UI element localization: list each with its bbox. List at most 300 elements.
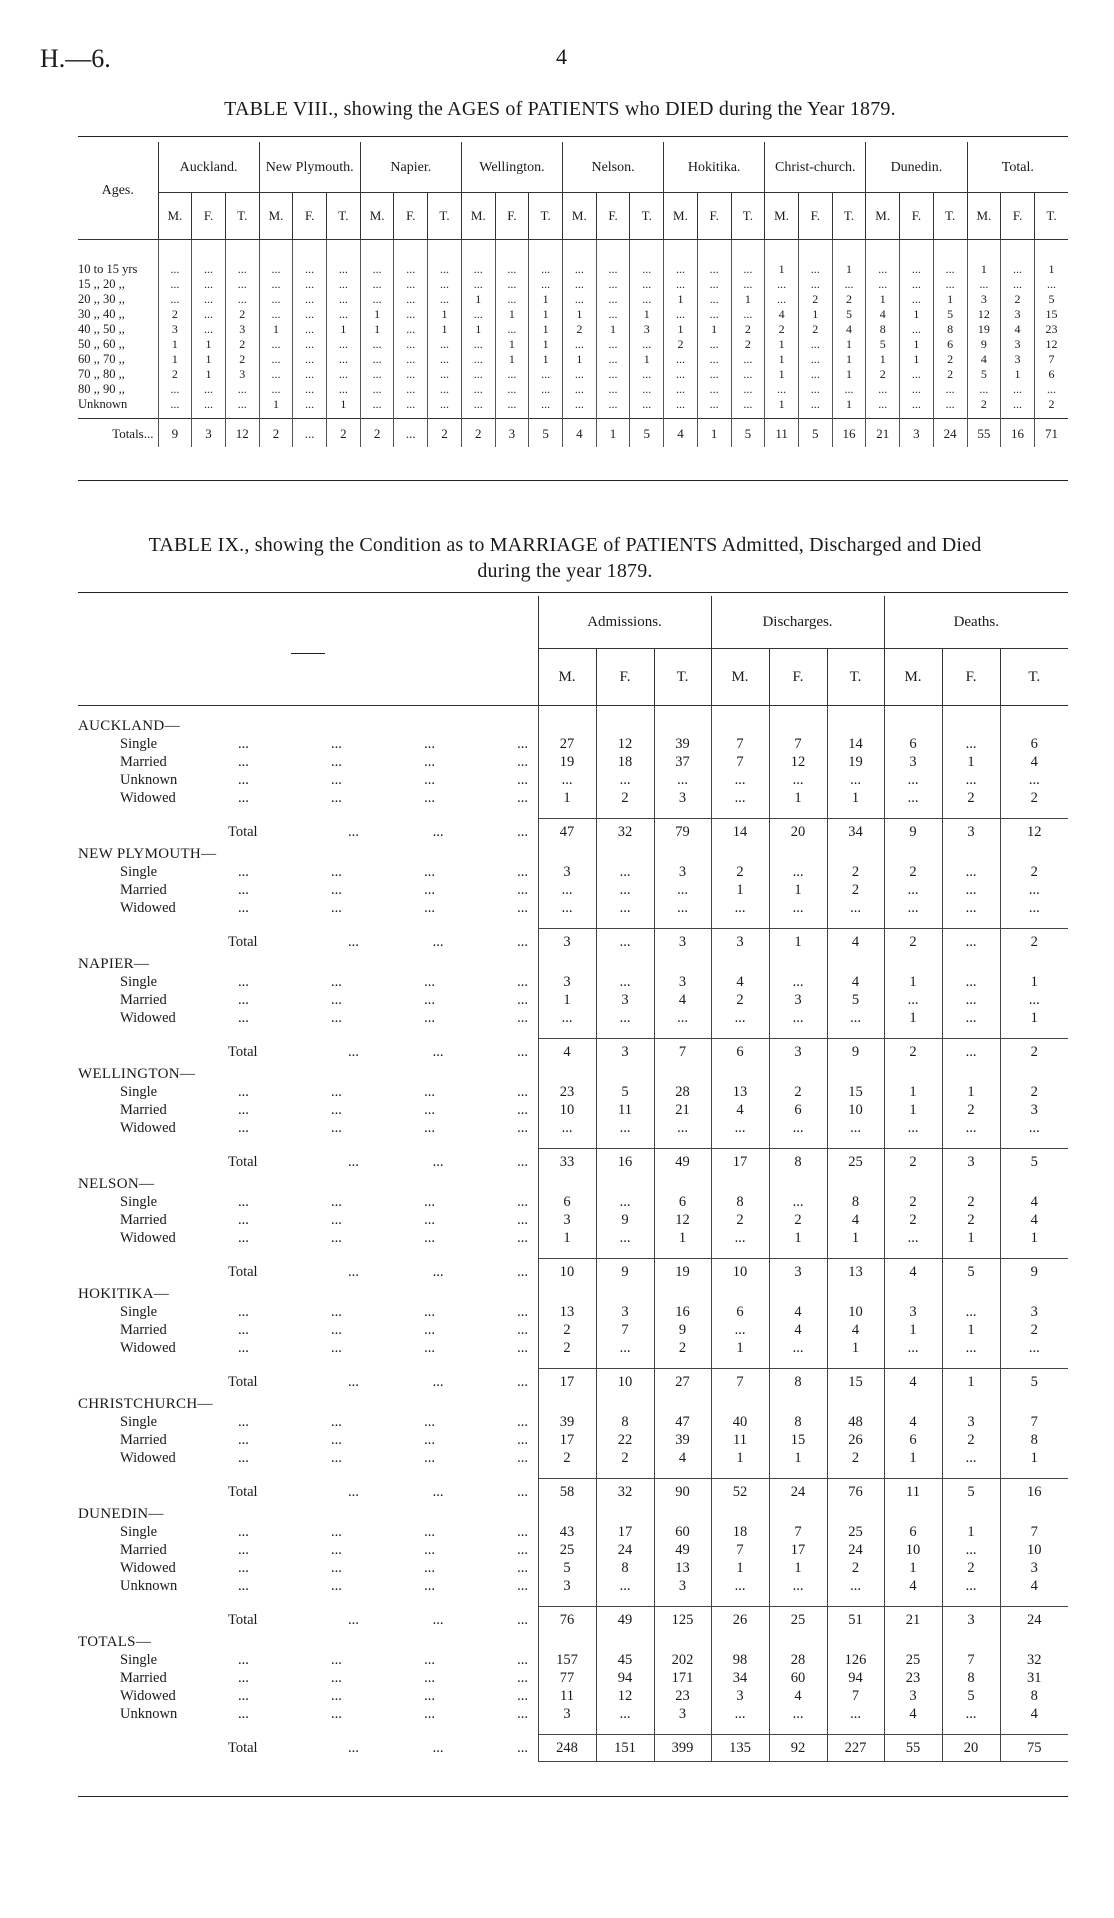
table-cell: ...: [798, 397, 832, 419]
table-cell: 3: [1000, 1101, 1068, 1119]
leader-dots: [238, 973, 528, 991]
table-cell: 6: [711, 1303, 769, 1321]
table-cell: ...: [967, 277, 1001, 292]
city-header: Napier.: [360, 142, 461, 193]
leader-dot: ...: [238, 882, 249, 898]
table-cell: ...: [798, 352, 832, 367]
table-cell: 1: [900, 352, 934, 367]
total-cell: 2: [259, 419, 293, 448]
table-cell: ...: [731, 307, 765, 322]
total-cell: 16: [1001, 419, 1035, 448]
table-cell: 1: [884, 1449, 942, 1467]
table-cell: 1: [461, 292, 495, 307]
total-label: [78, 1607, 538, 1634]
table-cell: 1: [884, 1101, 942, 1119]
leader-dot: ...: [517, 1706, 528, 1722]
empty-cell: [769, 807, 827, 819]
table-row: [78, 1211, 1068, 1229]
category-text: Married: [120, 754, 167, 770]
table-cell: 21: [884, 1607, 942, 1634]
table-cell: ...: [461, 382, 495, 397]
empty-cell: [1000, 1175, 1068, 1193]
table-cell: 8: [596, 1413, 654, 1431]
table-cell: ...: [158, 382, 192, 397]
empty-cell: [654, 955, 711, 973]
table-cell: 1: [765, 352, 799, 367]
leader-dot: ...: [348, 1153, 359, 1170]
table-cell: 2: [942, 1101, 1000, 1119]
age-group-label: 60 ,, 70 ,,: [78, 352, 125, 366]
leader-dot: ...: [517, 1670, 528, 1686]
leader-dot: ...: [238, 1230, 249, 1246]
table-cell: 4: [827, 1321, 884, 1339]
table-row: [78, 1303, 1068, 1321]
table-cell: 1: [884, 973, 942, 991]
spacer-cell: [78, 1357, 538, 1369]
category-text: Unknown: [120, 772, 178, 788]
table-cell: 11: [884, 1479, 942, 1506]
table-cell: 3: [1001, 307, 1035, 322]
table-cell: 26: [711, 1607, 769, 1634]
table-cell: 3: [538, 1577, 596, 1595]
sex-subheader: F.: [495, 193, 529, 240]
empty-cell: [711, 1357, 769, 1369]
table-cell: 2: [538, 1339, 596, 1357]
category-text: Single: [120, 1652, 158, 1668]
leader-dot: ...: [424, 1010, 435, 1026]
table-cell: ...: [832, 382, 866, 397]
leader-dot: ...: [238, 1432, 249, 1448]
spacer-row: [78, 1137, 1068, 1149]
empty-cell: [942, 1595, 1000, 1607]
leader-dot: ...: [331, 1120, 342, 1136]
leader-dot: ...: [331, 1578, 342, 1594]
table-cell: 5: [1034, 292, 1068, 307]
table-cell: 5: [596, 1083, 654, 1101]
category-label: [78, 1559, 538, 1577]
table-cell: 51: [827, 1607, 884, 1634]
leader-dot: ...: [331, 974, 342, 990]
empty-cell: [827, 845, 884, 863]
empty-cell: [769, 1595, 827, 1607]
table-cell: ...: [529, 397, 563, 419]
empty-cell: [942, 845, 1000, 863]
leader-dot: ...: [348, 1263, 359, 1280]
table-cell: 2: [654, 1339, 711, 1357]
table-cell: 8: [827, 1193, 884, 1211]
table-cell: 2: [1001, 292, 1035, 307]
table-cell: 25: [827, 1149, 884, 1176]
total-cell: 1: [697, 419, 731, 448]
table-cell: ...: [654, 899, 711, 917]
table-cell: ...: [293, 322, 327, 337]
age-group-label: 50 ,, 60 ,,: [78, 337, 125, 351]
leader-dot: ...: [424, 772, 435, 788]
total-cell: 2: [461, 419, 495, 448]
table-cell: 2: [225, 307, 259, 322]
spacer-row: [78, 1723, 1068, 1735]
leader-dots: [348, 1607, 528, 1633]
total-cell: 3: [495, 419, 529, 448]
table-cell: ...: [529, 262, 563, 277]
leader-dot: ...: [238, 1670, 249, 1686]
table-cell: 2: [711, 991, 769, 1009]
empty-cell: [769, 1467, 827, 1479]
table-cell: 14: [827, 735, 884, 753]
empty-cell: [711, 1723, 769, 1735]
table-cell: 6: [884, 1431, 942, 1449]
table-cell: ...: [765, 292, 799, 307]
empty-cell: [596, 1175, 654, 1193]
table-cell: 1: [769, 789, 827, 807]
table-cell: 6: [769, 1101, 827, 1119]
table-cell: 4: [1000, 1211, 1068, 1229]
empty-cell: [942, 807, 1000, 819]
table-cell: 1: [630, 352, 664, 367]
leader-dot: ...: [331, 736, 342, 752]
table-cell: 27: [538, 735, 596, 753]
leader-dot: ...: [238, 1542, 249, 1558]
empty-cell: [942, 1247, 1000, 1259]
empty-cell: [942, 1357, 1000, 1369]
table-row: [78, 292, 1068, 307]
table-cell: ...: [1001, 262, 1035, 277]
leader-dot: ...: [238, 1120, 249, 1136]
leader-dot: ...: [424, 1432, 435, 1448]
table-cell: 1: [1000, 973, 1068, 991]
total-cell: 1: [596, 419, 630, 448]
table-cell: ...: [942, 1303, 1000, 1321]
region-heading-row: [78, 1505, 1068, 1523]
empty-cell: [538, 955, 596, 973]
table-cell: 1: [562, 307, 596, 322]
empty-cell: [769, 845, 827, 863]
table-cell: ...: [798, 262, 832, 277]
leader-dot: ...: [517, 772, 528, 788]
leader-dots: [238, 991, 528, 1009]
total-cell: 2: [428, 419, 462, 448]
spacer-cell: [78, 706, 538, 718]
table-cell: 3: [596, 1039, 654, 1066]
table-cell: 1: [360, 307, 394, 322]
leader-dots: [238, 789, 528, 807]
leader-dot: ...: [517, 1263, 528, 1280]
table-cell: ...: [942, 899, 1000, 917]
table-cell: 1: [769, 1229, 827, 1247]
table-cell: 40: [711, 1413, 769, 1431]
table-cell: 5: [1000, 1369, 1068, 1396]
table-cell: ...: [664, 367, 698, 382]
table-cell: 2: [1000, 789, 1068, 807]
table-cell: 60: [769, 1669, 827, 1687]
category-text: Single: [120, 1304, 158, 1320]
table-cell: 5: [967, 367, 1001, 382]
leader-dot: ...: [331, 1688, 342, 1704]
total-label: [78, 1479, 538, 1506]
empty-cell: [711, 917, 769, 929]
table-cell: 2: [942, 789, 1000, 807]
empty-cell: [711, 1467, 769, 1479]
table-cell: 1: [832, 337, 866, 352]
spacer-cell: [664, 240, 698, 263]
empty-cell: [942, 917, 1000, 929]
table-cell: ...: [900, 382, 934, 397]
category-text: Unknown: [120, 1578, 178, 1594]
table-cell: ...: [293, 262, 327, 277]
table-cell: 4: [884, 1705, 942, 1723]
empty-cell: [596, 1247, 654, 1259]
table-cell: 1: [866, 292, 900, 307]
empty-cell: [827, 1395, 884, 1413]
table-cell: 1: [495, 337, 529, 352]
table-cell: ...: [192, 307, 226, 322]
table-cell: ...: [461, 262, 495, 277]
table-cell: 1: [942, 1321, 1000, 1339]
region-name: NELSON—: [78, 1176, 155, 1192]
empty-cell: [1000, 917, 1068, 929]
table-cell: ...: [827, 771, 884, 789]
table-cell: 47: [538, 819, 596, 846]
table-row: [78, 277, 1068, 292]
city-header: Hokitika.: [664, 142, 765, 193]
table-cell: ...: [731, 382, 765, 397]
table-cell: ...: [562, 337, 596, 352]
table-cell: ...: [884, 1119, 942, 1137]
table-cell: 1: [827, 1339, 884, 1357]
table-cell: ...: [769, 1339, 827, 1357]
subtotal-row: [78, 1149, 1068, 1176]
leader-dots: [348, 1039, 528, 1065]
table-cell: ...: [360, 292, 394, 307]
region-name: NEW PLYMOUTH—: [78, 846, 217, 862]
table-cell: ...: [1001, 277, 1035, 292]
leader-dot: ...: [238, 900, 249, 916]
table-cell: ...: [942, 1577, 1000, 1595]
table-cell: 8: [769, 1149, 827, 1176]
table-cell: 3: [1000, 1559, 1068, 1577]
table-cell: 2: [827, 1559, 884, 1577]
table-cell: ...: [192, 262, 226, 277]
table-cell: 75: [1000, 1735, 1068, 1762]
leader-dot: ...: [517, 1043, 528, 1060]
empty-cell: [596, 1027, 654, 1039]
category-text: Widowed: [120, 790, 176, 806]
table-cell: 1: [529, 322, 563, 337]
table-cell: ...: [697, 262, 731, 277]
table-cell: ...: [697, 292, 731, 307]
empty-cell: [1000, 807, 1068, 819]
table-row: [78, 1577, 1068, 1595]
table-cell: 3: [538, 929, 596, 956]
total-cell: 5: [731, 419, 765, 448]
empty-cell: [1000, 1467, 1068, 1479]
spacer-cell: [78, 917, 538, 929]
total-text: Total: [228, 1373, 258, 1390]
category-label: [78, 973, 538, 991]
table-cell: ...: [259, 262, 293, 277]
table-cell: ...: [711, 1577, 769, 1595]
category-text: Single: [120, 736, 158, 752]
sex-subheader: T.: [731, 193, 765, 240]
category-text: Married: [120, 1432, 167, 1448]
table-row: [78, 1687, 1068, 1705]
empty-cell: [827, 1633, 884, 1651]
leader-dot: ...: [348, 1611, 359, 1628]
table-cell: 32: [596, 819, 654, 846]
empty-cell: [769, 1137, 827, 1149]
table-cell: 20: [769, 819, 827, 846]
table-cell: 9: [596, 1259, 654, 1286]
table-cell: 3: [1001, 352, 1035, 367]
table-cell: 2: [827, 863, 884, 881]
spacer-cell: [394, 240, 428, 263]
table-cell: 7: [1000, 1523, 1068, 1541]
leader-dots: [238, 771, 528, 789]
table-cell: ...: [596, 262, 630, 277]
sex-subheader: F.: [394, 193, 428, 240]
empty-cell: [654, 1633, 711, 1651]
table-cell: ...: [1001, 382, 1035, 397]
region-name: AUCKLAND—: [78, 718, 180, 734]
table-cell: 7: [654, 1039, 711, 1066]
spacer-cell: [327, 240, 361, 263]
table-row: [78, 1119, 1068, 1137]
table-cell: 7: [769, 1523, 827, 1541]
table-cell: ...: [394, 322, 428, 337]
table-cell: 4: [538, 1039, 596, 1066]
leader-dots: [238, 1705, 528, 1723]
leader-dot: ...: [432, 1263, 444, 1280]
table-cell: 3: [769, 1039, 827, 1066]
empty-cell: [884, 955, 942, 973]
region-heading-row: [78, 845, 1068, 863]
table-cell: 1: [1000, 1009, 1068, 1027]
table-cell: 2: [884, 1211, 942, 1229]
leader-dot: ...: [348, 1373, 359, 1390]
leader-dots: [348, 1259, 528, 1285]
total-cell: 5: [630, 419, 664, 448]
empty-cell: [711, 1285, 769, 1303]
leader-dots: [348, 1369, 528, 1395]
empty-cell: [884, 1027, 942, 1039]
table-cell: ...: [259, 277, 293, 292]
leader-dot: ...: [238, 1304, 249, 1320]
empty-cell: [1000, 706, 1068, 718]
empty-cell: [538, 717, 596, 735]
table-cell: ...: [884, 881, 942, 899]
table-cell: ...: [394, 262, 428, 277]
table-cell: ...: [394, 382, 428, 397]
table9-top-rule: [78, 592, 1068, 593]
total-cell: 11: [765, 419, 799, 448]
spacer-row: [78, 1595, 1068, 1607]
table-cell: ...: [293, 367, 327, 382]
table-cell: ...: [327, 262, 361, 277]
sex-subheader: M.: [562, 193, 596, 240]
leader-dot: ...: [238, 1688, 249, 1704]
leader-dots: [238, 1687, 528, 1705]
leader-dot: ...: [517, 1739, 528, 1756]
sex-subheader: M.: [967, 193, 1001, 240]
table-cell: ...: [1000, 991, 1068, 1009]
leader-dot: ...: [238, 1414, 249, 1430]
table-cell: 1: [192, 367, 226, 382]
total-cell: 16: [832, 419, 866, 448]
total-cell: ...: [394, 419, 428, 448]
leader-dots: [348, 819, 528, 845]
table-cell: 18: [596, 753, 654, 771]
table-cell: ...: [360, 337, 394, 352]
table-cell: ...: [158, 262, 192, 277]
table-cell: 1: [832, 352, 866, 367]
table-cell: ...: [942, 863, 1000, 881]
age-group-label: 10 to 15 yrs: [78, 262, 138, 276]
table-cell: 1: [495, 352, 529, 367]
category-label: [78, 881, 538, 899]
table-cell: 5: [827, 991, 884, 1009]
leader-dot: ...: [331, 1102, 342, 1118]
spacer-cell: [360, 240, 394, 263]
table-cell: 2: [538, 1449, 596, 1467]
category-label: [78, 1211, 538, 1229]
empty-cell: [596, 1137, 654, 1149]
table-cell: ...: [259, 292, 293, 307]
table-cell: 8: [769, 1369, 827, 1396]
total-cell: 3: [192, 419, 226, 448]
empty-cell: [654, 917, 711, 929]
table-cell: 4: [884, 1577, 942, 1595]
table-cell: ...: [562, 277, 596, 292]
city-header: Auckland.: [158, 142, 259, 193]
table-cell: ...: [765, 382, 799, 397]
table-cell: 1: [596, 322, 630, 337]
table-cell: ...: [596, 1119, 654, 1137]
table-cell: 4: [866, 307, 900, 322]
table-cell: ...: [360, 367, 394, 382]
table-cell: ...: [596, 863, 654, 881]
table-cell: 43: [538, 1523, 596, 1541]
total-text: Total: [228, 1263, 258, 1280]
empty-cell: [538, 1633, 596, 1651]
table-cell: 10: [827, 1303, 884, 1321]
empty-cell: [942, 1065, 1000, 1083]
empty-cell: [538, 807, 596, 819]
empty-cell: [884, 1175, 942, 1193]
table-cell: ...: [942, 1009, 1000, 1027]
table-cell: 6: [933, 337, 967, 352]
spacer-row: [78, 1247, 1068, 1259]
table-cell: 25: [827, 1523, 884, 1541]
table-cell: ...: [697, 337, 731, 352]
totals-label: Totals...: [78, 419, 158, 448]
table-cell: ...: [967, 382, 1001, 397]
region-name: HOKITIKA—: [78, 1286, 170, 1302]
table-cell: 1: [327, 397, 361, 419]
table-cell: ...: [884, 1229, 942, 1247]
empty-cell: [1000, 1285, 1068, 1303]
table-cell: 1: [529, 307, 563, 322]
empty-cell: [711, 807, 769, 819]
subtotal-row: [78, 1259, 1068, 1286]
sex-subheader: T.: [933, 193, 967, 240]
table-cell: ...: [158, 397, 192, 419]
table-row: [78, 1193, 1068, 1211]
empty-cell: [942, 955, 1000, 973]
table-cell: 3: [596, 1303, 654, 1321]
total-cell: 4: [562, 419, 596, 448]
table-cell: ...: [461, 352, 495, 367]
leader-dots: [238, 1413, 528, 1431]
